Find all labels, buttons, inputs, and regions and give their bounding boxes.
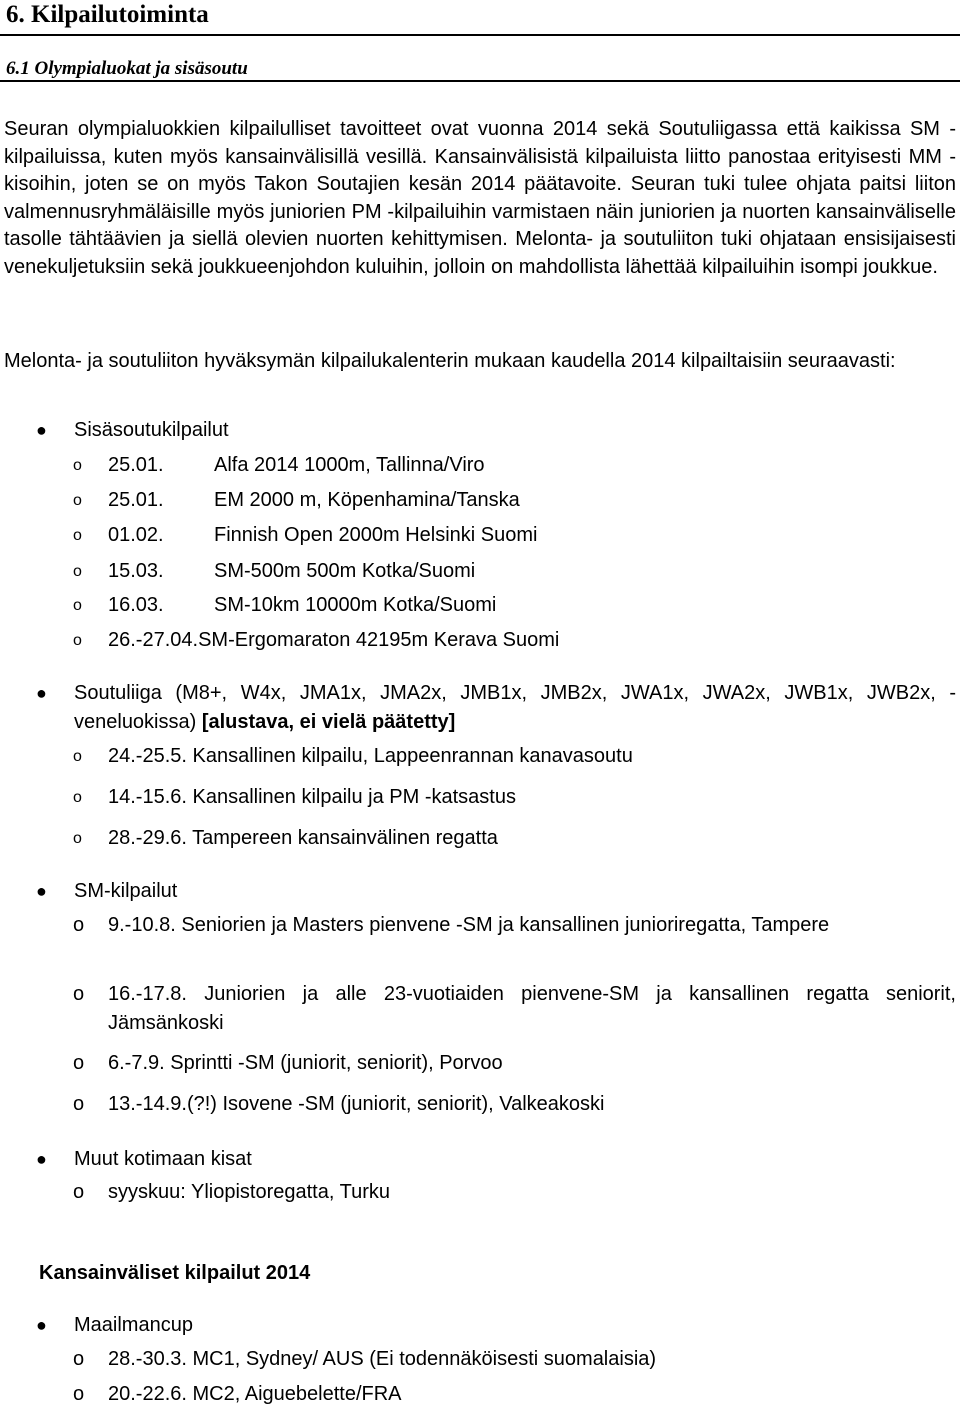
list-item: 20.-22.6. MC2, Aiguebelette/FRA — [108, 1383, 402, 1405]
league-note: [alustava, ei vielä päätetty] — [201, 711, 456, 733]
bullet-icon: ● — [36, 881, 47, 901]
list-item — [108, 451, 956, 480]
event-date: 26.-27.04. — [108, 629, 199, 651]
list-item — [108, 486, 956, 515]
list-item: 9.-10.8. Seniorien ja Masters pienvene -SM ja kansallinen junioriregatta, Tampere — [108, 914, 830, 936]
o-bullet-icon: o — [73, 983, 85, 1005]
intro-paragraph: Seuran olympialuokkien kilpailulliset tavoitteet ovat vuonna 2014 sekä Soutuliigassa että kaikissa SM -kilpailuissa, kuten myös kansainvälisillä vesillä. Kansainvälisistä kilpailuista liitto panostaa erityisesti MM -kisoihin, joten se on myös Takon Soutajien kesän 2014 päätavoite. Seuran tuki tulee ohjata paitsi liiton valmennusryhmäläisille myös juniorien PM -kilpailuihin varmistaen näin juniorien ja nuorten kansainväliselle tasolle tähtäävien ja siellä olevien nuorten kehittymisen. Melonta- ja soutuliiton tuki ohjataan ensisijaisesti venekuljetuksiin sekä joukkueenjohdon kuluihin, jolloin on mahdollista lähettää kilpailuihin isompi joukkue. — [4, 118, 956, 278]
circle-bullet-icon: o — [73, 830, 82, 847]
event-text: Finnish Open 2000m Helsinki Suomi — [214, 524, 538, 546]
event-text: SM-10km 10000m Kotka/Suomi — [214, 594, 497, 616]
list-item — [108, 626, 956, 655]
list-item: 13.-14.9.(?!) Isovene -SM (juniorit, seniorit), Valkeakoski — [108, 1093, 605, 1115]
circle-bullet-icon: o — [73, 748, 82, 765]
bullet-icon: ● — [36, 420, 47, 440]
bullet-icon: ● — [36, 1149, 47, 1169]
calendar-intro-paragraph: Melonta- ja soutuliiton hyväksymän kilpailukalenterin mukaan kaudella 2014 kilpailtaisiin seuraavasti: — [4, 350, 896, 372]
subtitle-underline — [0, 80, 960, 82]
list-item-league — [74, 679, 956, 737]
list-item — [108, 591, 956, 620]
list-item: 16.-17.8. Juniorien ja alle 23-vuotiaiden pienvene-SM ja kansallinen regatta seniorit, Jämsänkoski — [108, 983, 956, 1034]
list-item-indoor: Sisäsoutukilpailut — [74, 419, 229, 441]
event-text: EM 2000 m, Köpenhamina/Tanska — [214, 489, 520, 511]
list-item — [108, 521, 956, 550]
section-title: 6. Kilpailutoiminta — [6, 1, 209, 28]
list-item: 24.-25.5. Kansallinen kilpailu, Lappeenrannan kanavasoutu — [108, 745, 633, 767]
list-item: 14.-15.6. Kansallinen kilpailu ja PM -katsastus — [108, 786, 516, 808]
event-date: 16.03. — [108, 594, 164, 616]
list-item: 6.-7.9. Sprintti -SM (juniorit, seniorit), Porvoo — [108, 1052, 503, 1074]
event-date: 25.01. — [108, 489, 164, 511]
circle-bullet-icon: o — [73, 563, 82, 580]
list-item-sm: SM-kilpailut — [74, 880, 178, 902]
league-label: Soutuliiga (M8+, W4x, JMA1x, JMA2x, JMB1x, JMB2x, JWA1x, JWA2x, JWB1x, JWB2x, -veneluokissa) — [74, 682, 956, 733]
title-underline — [0, 34, 960, 36]
international-heading: Kansainväliset kilpailut 2014 — [39, 1262, 311, 1284]
list-item — [108, 557, 956, 586]
event-date: 25.01. — [108, 454, 164, 476]
o-bullet-icon: o — [73, 1383, 85, 1405]
event-text: SM-Ergomaraton 42195m Kerava Suomi — [198, 629, 560, 651]
o-bullet-icon: o — [73, 1348, 85, 1370]
bullet-icon: ● — [36, 1315, 47, 1335]
event-text: Alfa 2014 1000m, Tallinna/Viro — [214, 454, 485, 476]
circle-bullet-icon: o — [73, 457, 82, 474]
list-item: 28.-30.3. MC1, Sydney/ AUS (Ei todennäköisesti suomalaisia) — [108, 1348, 657, 1370]
list-item-other: Muut kotimaan kisat — [74, 1148, 252, 1170]
circle-bullet-icon: o — [73, 597, 82, 614]
event-text: SM-500m 500m Kotka/Suomi — [214, 560, 476, 582]
circle-bullet-icon: o — [73, 789, 82, 806]
circle-bullet-icon: o — [73, 527, 82, 544]
o-bullet-icon: o — [73, 1052, 85, 1074]
list-item: syyskuu: Yliopistoregatta, Turku — [108, 1181, 390, 1203]
circle-bullet-icon: o — [73, 492, 82, 509]
event-date: 01.02. — [108, 524, 164, 546]
o-bullet-icon: o — [73, 1181, 85, 1203]
circle-bullet-icon: o — [73, 632, 82, 649]
o-bullet-icon: o — [73, 1093, 85, 1115]
list-item-worldcup: Maailmancup — [74, 1314, 193, 1336]
section-subtitle: 6.1 Olympialuokat ja sisäsoutu — [6, 58, 248, 79]
event-date: 15.03. — [108, 560, 164, 582]
list-item: 28.-29.6. Tampereen kansainvälinen regatta — [108, 827, 498, 849]
o-bullet-icon: o — [73, 914, 85, 936]
bullet-icon: ● — [36, 683, 47, 703]
